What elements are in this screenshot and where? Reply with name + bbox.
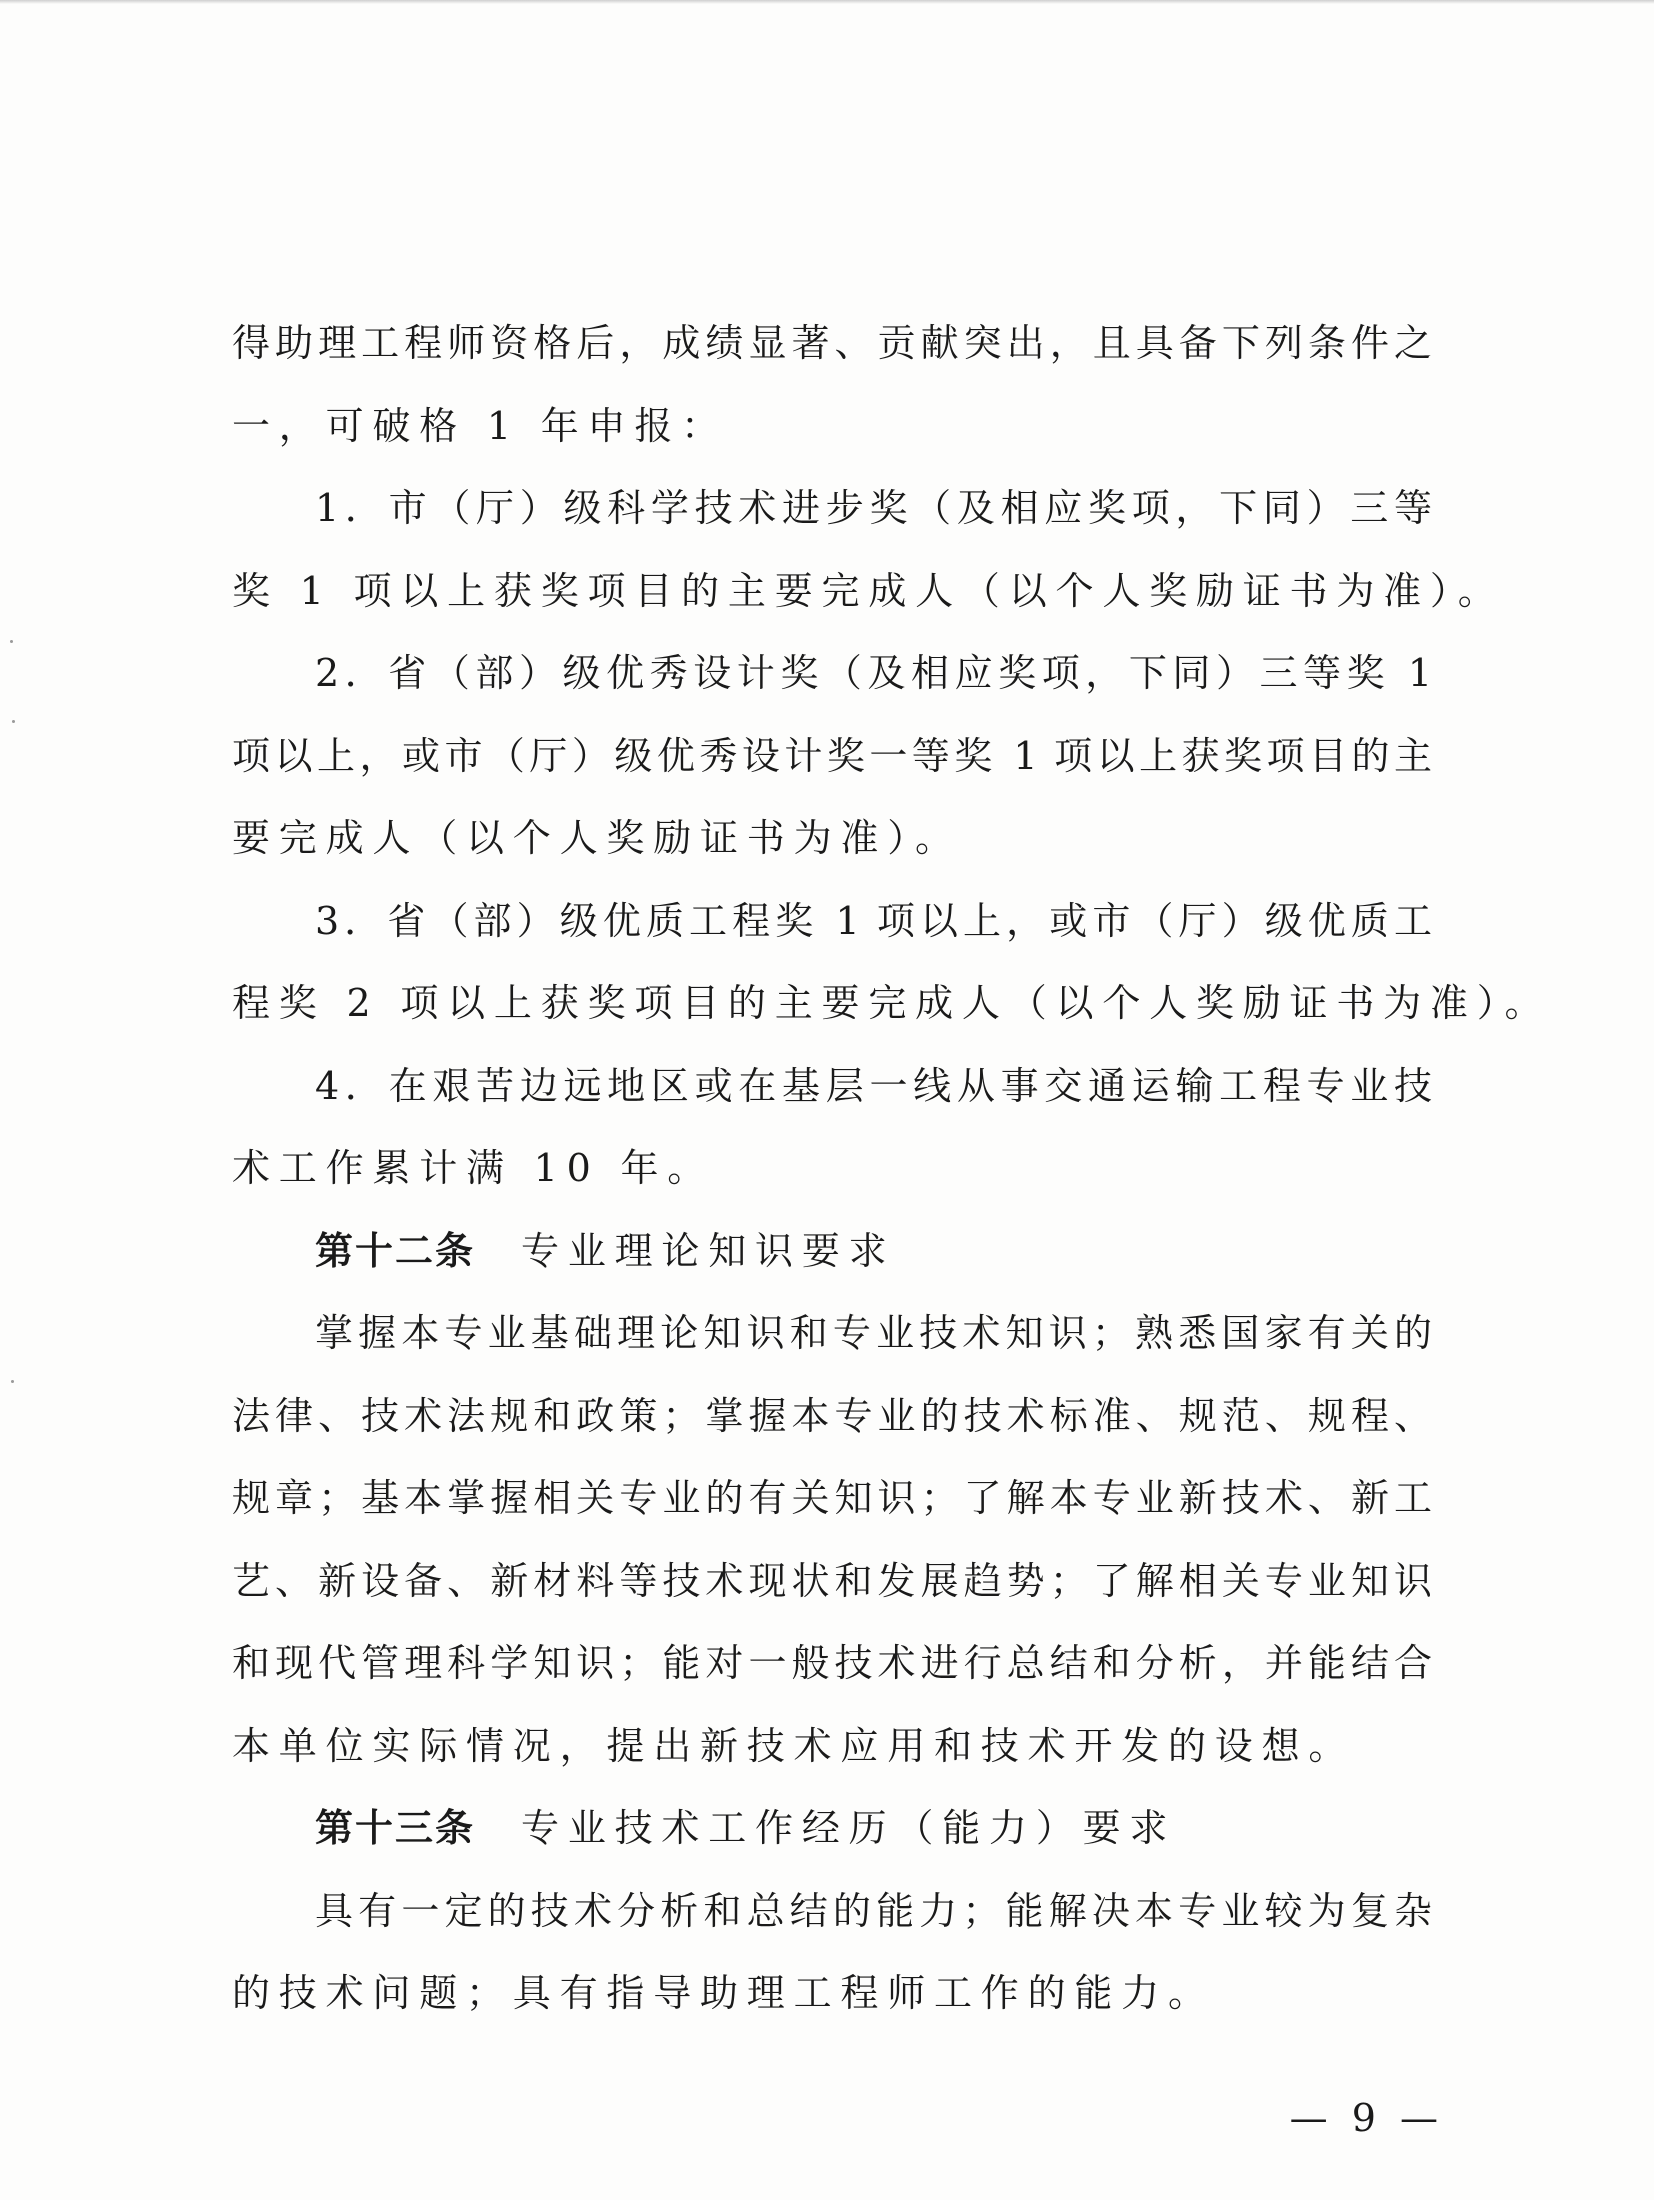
margin-dot	[12, 720, 15, 723]
article-13-line: 的技术问题；具有指导助理工程师工作的能力。	[232, 1971, 1215, 2015]
text-line: 得助理工程师资格后，成绩显著、贡献突出，且具备下列条件之	[232, 321, 1432, 365]
list-item-2-line: 项以上，或市（厅）级优秀设计奖一等奖 1 项以上获奖项目的主	[232, 733, 1432, 778]
margin-dot	[10, 640, 13, 643]
scan-edge	[0, 0, 1654, 4]
article-12-line: 法律、技术法规和政策；掌握本专业的技术标准、规范、规程、	[232, 1393, 1432, 1438]
list-item-1-line: 奖 1 项以上获奖项目的主要完成人（以个人奖励证书为准）。	[232, 568, 1505, 613]
list-item-3-line: 3．省（部）级优质工程奖 1 项以上，或市（厅）级优质工	[315, 898, 1432, 943]
article-13-line: 具有一定的技术分析和总结的能力；能解决本专业较为复杂	[315, 1888, 1432, 1933]
article-13-label: 第十三条	[315, 1806, 476, 1850]
article-12-line: 和现代管理科学知识；能对一般技术进行总结和分析，并能结合	[232, 1641, 1432, 1685]
list-item-3-line: 程奖 2 项以上获奖项目的主要完成人（以个人奖励证书为准）。	[232, 981, 1552, 1025]
article-12-label: 第十二条	[315, 1228, 476, 1273]
article-12-line: 艺、新设备、新材料等技术现状和发展趋势；了解相关专业知识	[232, 1558, 1432, 1603]
page-number: — 9 —	[1289, 2096, 1444, 2140]
list-item-2-line: 要完成人（以个人奖励证书为准）。	[232, 816, 962, 860]
article-12-heading	[232, 1210, 1432, 1293]
list-item-4-line: 4．在艰苦边远地区或在基层一线从事交通运输工程专业技	[315, 1063, 1432, 1108]
article-12-line: 掌握本专业基础理论知识和专业技术知识；熟悉国家有关的	[315, 1311, 1432, 1355]
article-12-line: 本单位实际情况，提出新技术应用和技术开发的设想。	[232, 1723, 1356, 1768]
document-body	[232, 302, 1552, 2035]
text-line: 一，可破格 1 年申报：	[232, 403, 728, 448]
article-12-line: 规章；基本掌握相关专业的有关知识；了解本专业新技术、新工	[232, 1476, 1432, 1520]
article-13-title: 专业技术工作经历（能力）要求	[521, 1806, 1177, 1850]
article-12-title: 专业理论知识要求	[521, 1228, 896, 1273]
list-item-4-line: 术工作累计满 10 年。	[232, 1146, 715, 1190]
margin-dot	[11, 1380, 14, 1383]
list-item-2-line: 2．省（部）级优秀设计奖（及相应奖项，下同）三等奖 1	[315, 651, 1432, 695]
article-13-heading	[232, 1787, 1432, 1870]
list-item-1-line: 1．市（厅）级科学技术进步奖（及相应奖项，下同）三等	[315, 486, 1432, 530]
